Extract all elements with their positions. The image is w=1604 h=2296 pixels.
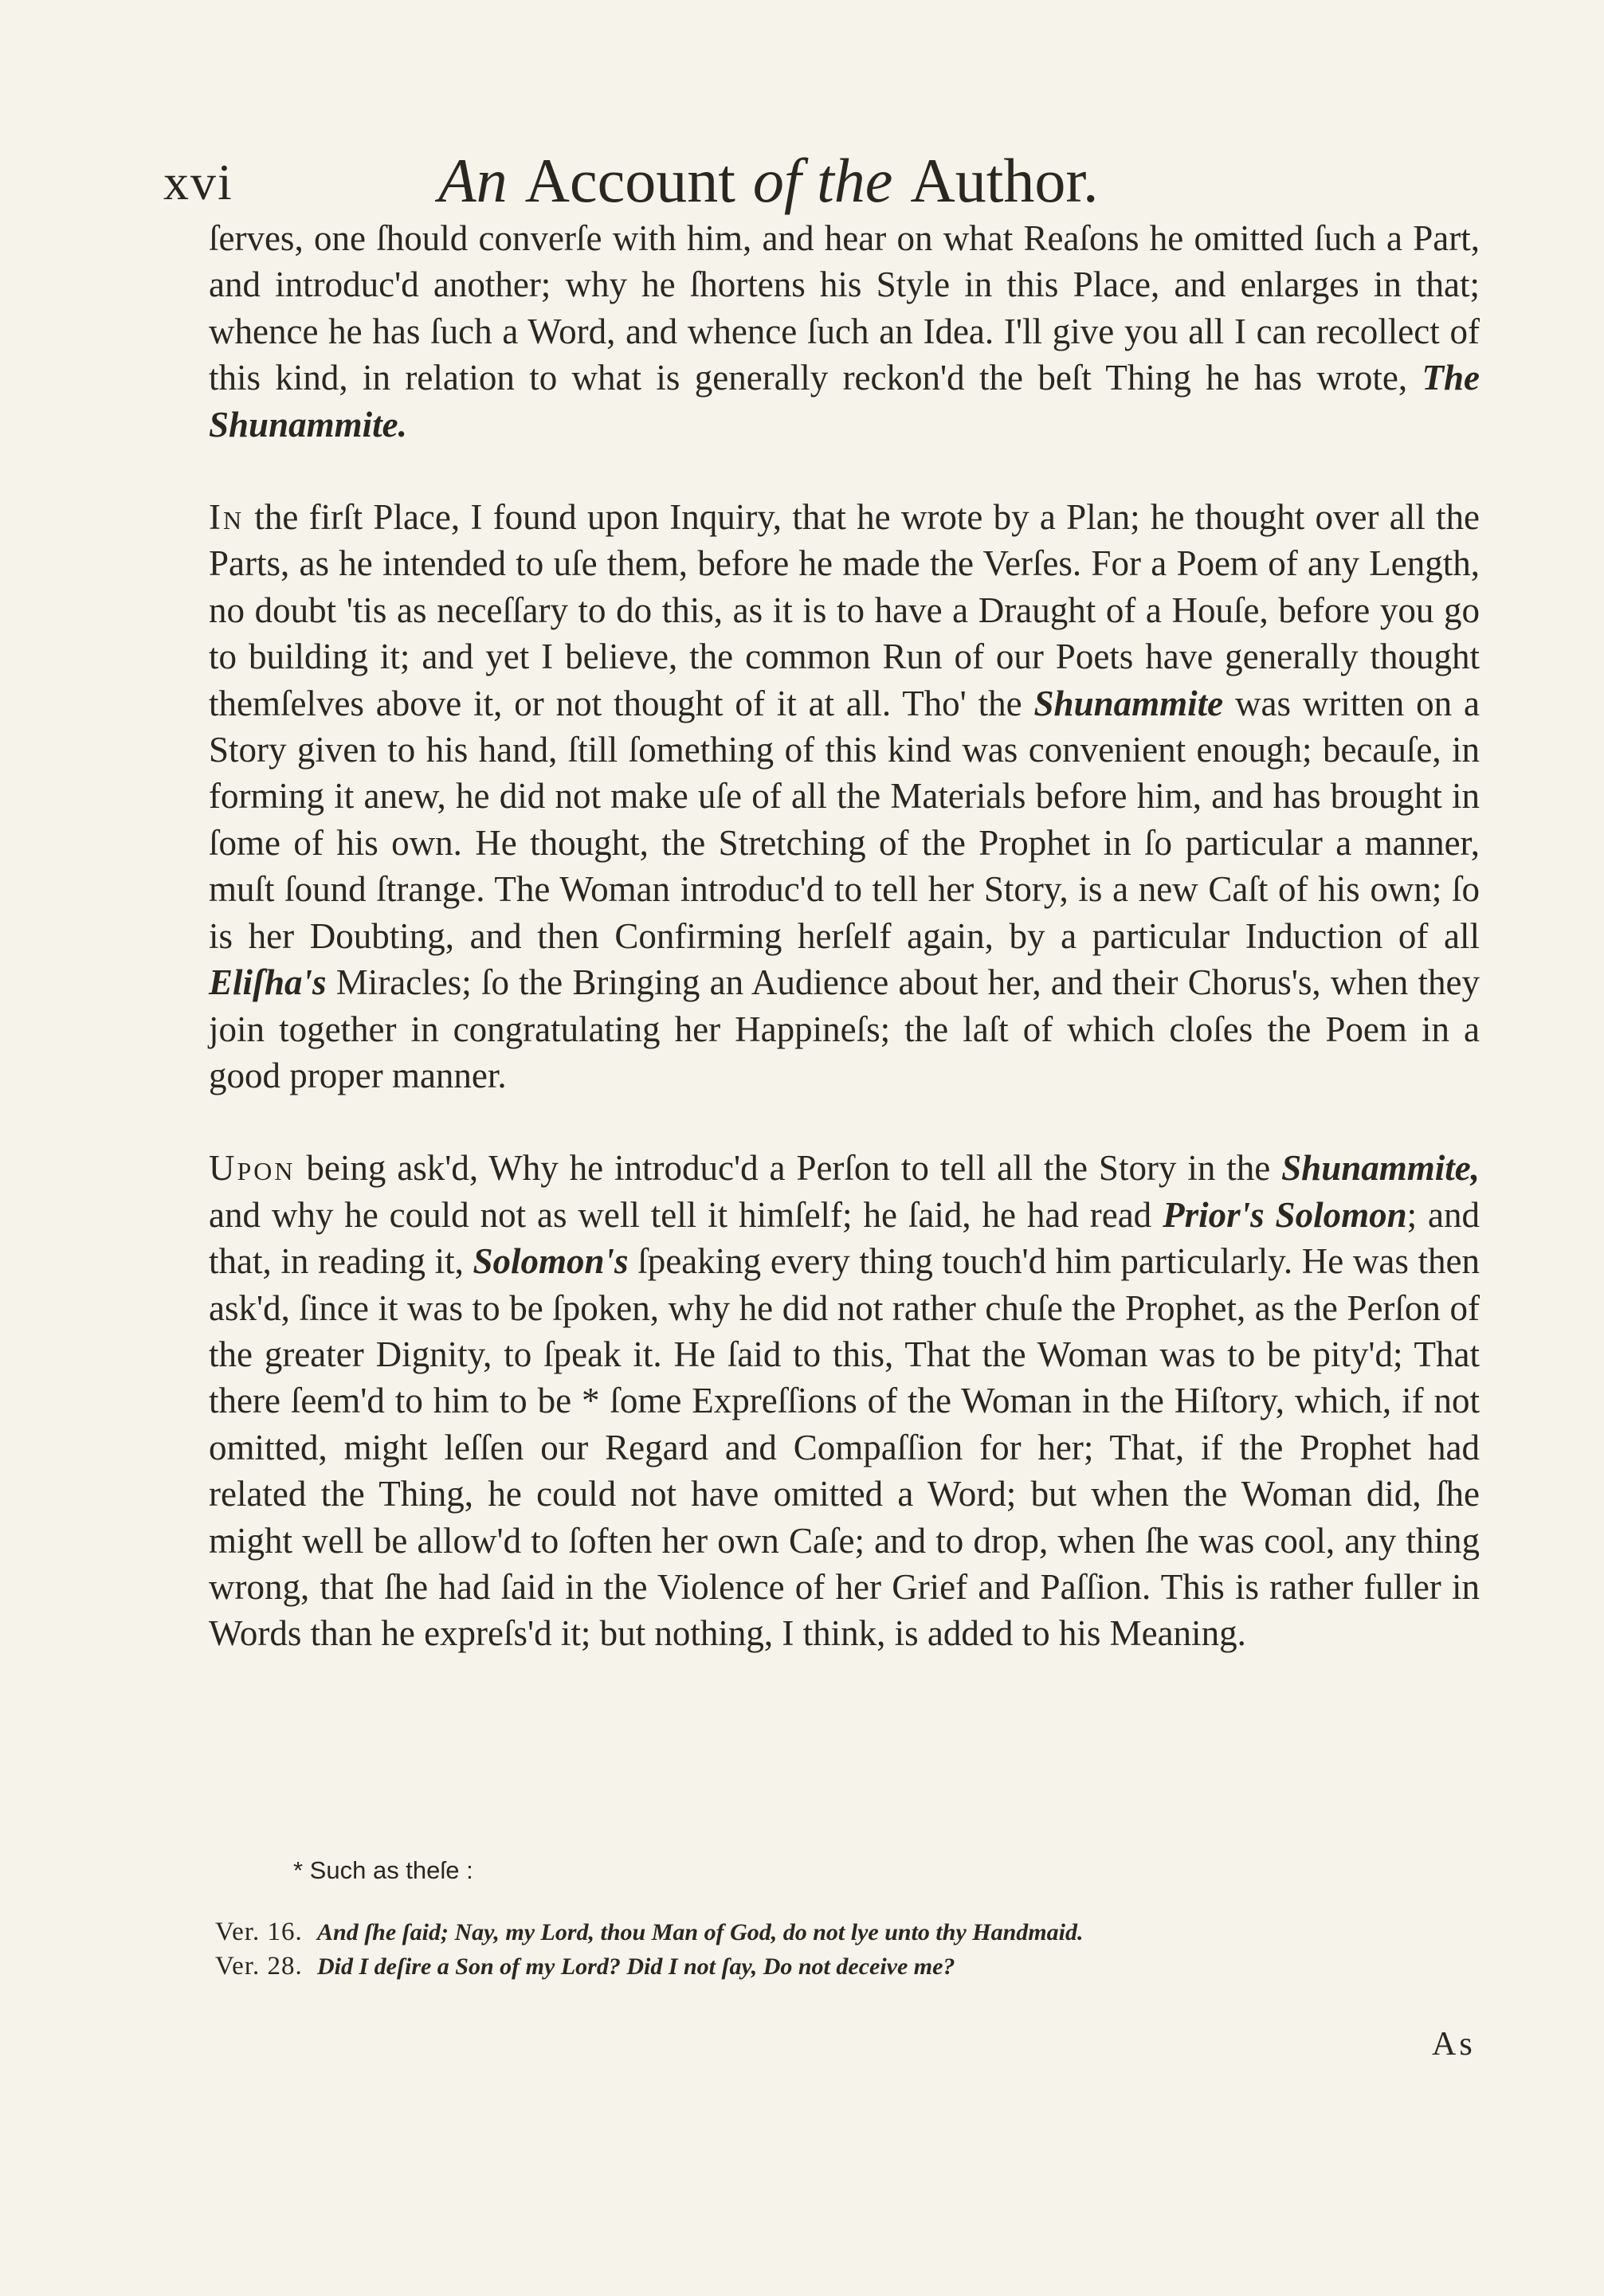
page-header <box>163 135 1486 223</box>
work-title-priors-solomon: Prior's Solomon <box>1163 1194 1407 1235</box>
page-number: xvi <box>163 154 233 210</box>
paragraph-1: ſerves, one ſhould converſe with him, and hear on what Reaſons he omitted ſuch a Part, and introduc'd another; why he ſhortens his Style in this Place, and enlarges in that; whence he has ſuch a Word, and whence ſuch an Idea. I'll give you all I can recollect of this kind, in relation to what is generally reckon'd the beſt Thing he has wrote, The Shunammite. <box>209 218 1480 445</box>
running-title-of-the: of the <box>752 146 893 215</box>
running-title-account: Account <box>524 146 735 215</box>
verse-reference: Ver. 28. <box>215 1952 303 1981</box>
verse-quote: And ſhe ſaid; Nay, my Lord, thou Man of God, do not lye unto thy Handmaid. <box>317 1919 1084 1945</box>
work-title-shunammite: The Shunammite. <box>209 358 1480 445</box>
footnote-verse-line <box>215 1915 1458 1949</box>
paragraph-2: In the firſt Place, I found upon Inquiry, that he wrote by a Plan; he thought over all the Parts, as he intended to uſe them, before he made the Verſes. For a Poem of any Length, no doubt 'tis as neceſſary to do this, as it is to have a Draught of a Houſe, before you go to building it; and yet I believe, the common Run of our Poets have generally thought themſelves above it, or not thought of it at all. Tho' the Shunammite was written on a Story given to his hand, ſtill ſomething of this kind was convenient enough; becauſe, in forming it anew, he did not make uſe of all the Materials before him, and has brought in ſome of his own. He thought, the Stretching of the Prophet in ſo particular a manner, muſt ſound ſtrange. The Woman introduc'd to tell her Story, is a new Caſt of his own; ſo is her Doubting, and then Confirming herſelf again, by a particular Induction of all Eliſha's Miracles; ſo the Bringing an Audience about her, and their Chorus's, when they join together in congratulating her Happineſs; the laſt of which cloſes the Poem in a good proper manner. <box>209 497 1480 1095</box>
verse-quote: Did I deſire a Son of my Lord? Did I not ſay, Do not deceive me? <box>317 1953 955 1980</box>
name-elisha: Eliſha's <box>209 962 327 1003</box>
running-title-author: Author. <box>910 146 1099 215</box>
running-title <box>438 145 1099 217</box>
work-title-shunammite: Shunammite, <box>1281 1148 1480 1189</box>
work-title-shunammite: Shunammite <box>1033 683 1224 723</box>
main-text <box>209 215 1480 1657</box>
paragraph-lead-word: Upon <box>209 1148 296 1189</box>
paragraph-lead-word: In <box>209 497 245 538</box>
verse-reference: Ver. 16. <box>215 1918 303 1946</box>
name-solomon: Solomon's <box>473 1241 629 1282</box>
paragraph-3: Upon being ask'd, Why he introduc'd a Perſon to tell all the Story in the Shunammite, and why he could not as well tell it himſelf; he ſaid, he had read Prior's Solomon; and that, in reading it, Solomon's ſpeaking every thing touch'd him particularly. He was then ask'd, ſince it was to be ſpoken, why he did not rather chuſe the Prophet, as the Perſon of the greater Dignity, to ſpeak it. He ſaid to this, That the Woman was to be pity'd; That there ſeem'd to him to be * ſome Expreſſions of the Woman in the Hiſtory, which, if not omitted, might leſſen our Regard and Compaſſion for her; That, if the Prophet had related the Thing, he could not have omitted a Word; but when the Woman did, ſhe might well be allow'd to ſoften her own Caſe; and to drop, when ſhe was cool, any thing wrong, that ſhe had ſaid in the Violence of her Grief and Paſſion. This is rather fuller in Words than he expreſs'd it; but nothing, I think, is added to his Meaning. <box>209 1148 1480 1654</box>
footnote-verse-line <box>215 1949 1458 1984</box>
footnote-intro: * Such as theſe : <box>293 1856 473 1884</box>
running-title-an: An <box>438 146 508 215</box>
catchword: As <box>1432 2026 1476 2063</box>
footnote <box>215 1856 1458 1984</box>
